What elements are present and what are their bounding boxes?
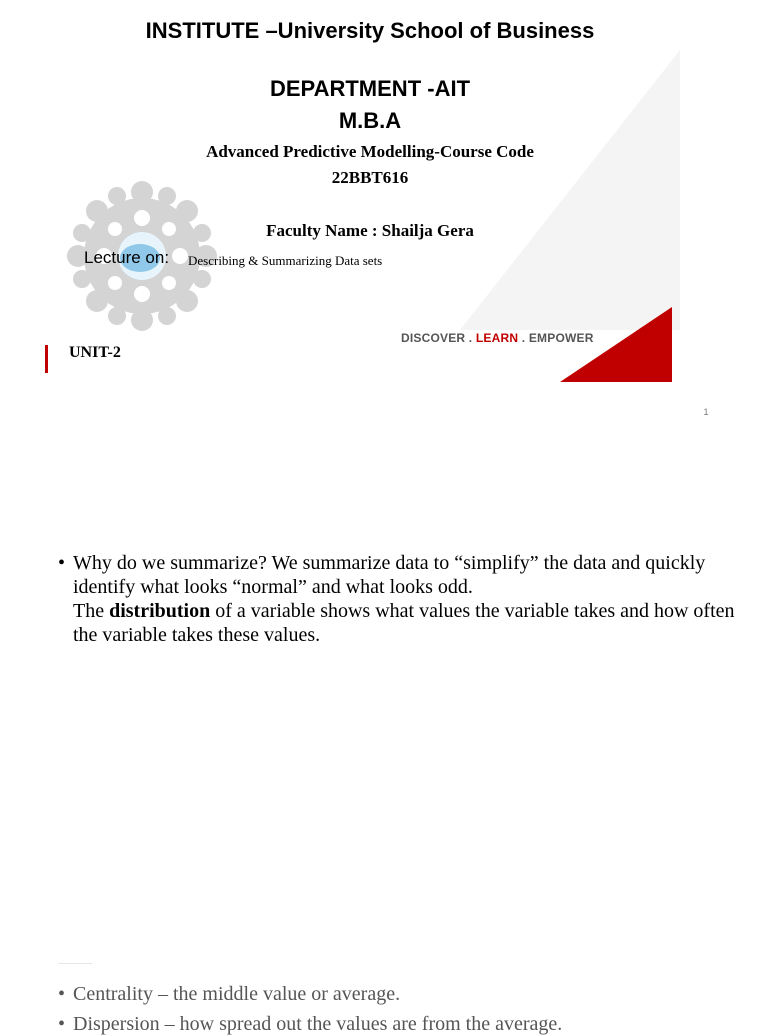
- lecture-topic: Describing & Summarizing Data sets: [188, 253, 383, 268]
- tagline: [401, 331, 594, 345]
- title-slide: [0, 0, 768, 430]
- distribution-prefix: The: [73, 600, 110, 622]
- distribution-suffix: of a variable shows what values the variable takes and how often the variable takes these values.: [73, 600, 735, 646]
- slide-divider: [58, 963, 92, 964]
- distribution-term: distribution: [109, 600, 211, 622]
- dispersion-bullet: [58, 1013, 562, 1036]
- institute-heading: INSTITUTE –University School of Business: [145, 18, 595, 43]
- department-heading: DEPARTMENT -AIT: [269, 76, 471, 101]
- page-number: 1: [703, 407, 709, 417]
- summary-text: Why do we summarize? We summarize data to “simplify” the data and quickly identify what looks “normal” and what looks odd.: [73, 552, 706, 598]
- bullet-marker: •: [58, 983, 66, 1005]
- course-code: 22BBT616: [331, 168, 409, 187]
- faculty-name: Faculty Name : Shailja Gera: [266, 221, 474, 240]
- unit-accent-bar: [45, 345, 48, 373]
- tagline-empower: . EMPOWER: [518, 331, 594, 345]
- summary-bullet: [58, 551, 738, 647]
- course-title: Advanced Predictive Modelling-Course Code: [206, 142, 534, 161]
- tagline-discover: DISCOVER .: [401, 331, 476, 345]
- bullet-marker: •: [58, 1013, 66, 1035]
- lecture-label: Lecture on:: [84, 248, 170, 267]
- distribution-text: [73, 599, 738, 647]
- centrality-text: Centrality – the middle value or average.: [73, 983, 401, 1005]
- tagline-learn: LEARN: [475, 331, 519, 345]
- unit-label: UNIT-2: [69, 344, 121, 361]
- dispersion-text: Dispersion – how spread out the values are from the average.: [73, 1013, 563, 1035]
- centrality-bullet: [58, 983, 400, 1006]
- bullet-marker: •: [58, 552, 66, 574]
- degree-heading: M.B.A: [338, 108, 402, 133]
